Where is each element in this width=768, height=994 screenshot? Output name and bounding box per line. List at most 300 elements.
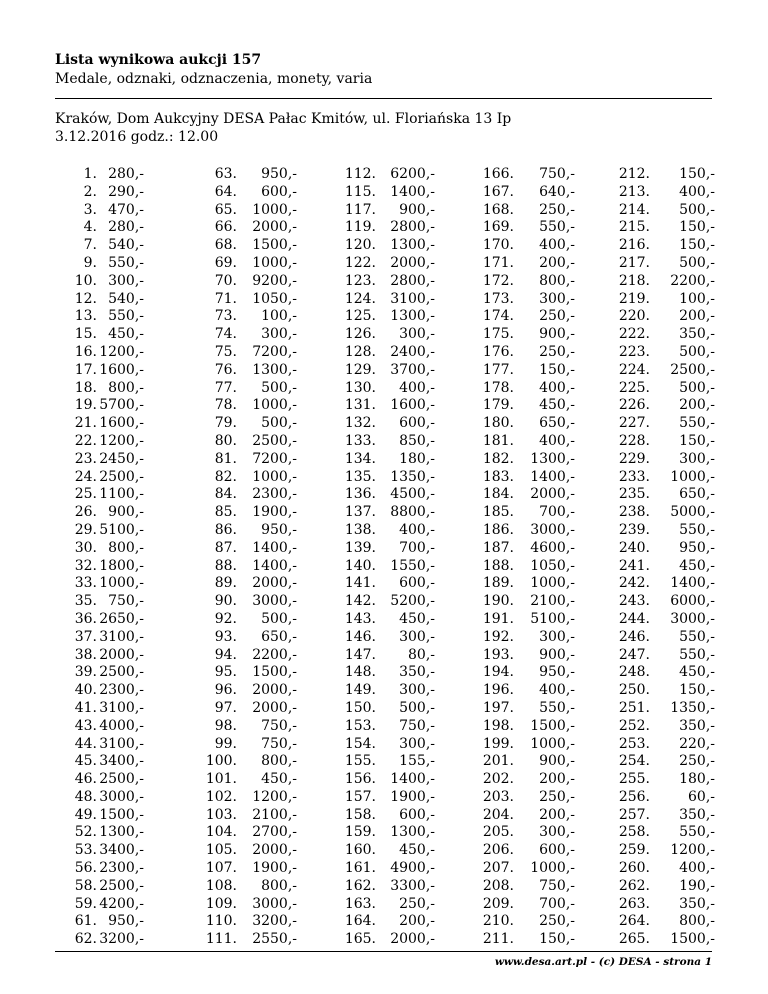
lot-number: 149.	[344, 682, 376, 699]
lot-number: 263.	[618, 895, 650, 912]
hammer-price: 1300,-	[252, 361, 297, 378]
result-row	[200, 166, 297, 184]
result-row	[472, 308, 575, 326]
hammer-price: 650,-	[261, 628, 297, 645]
lot-number: 138.	[344, 521, 376, 538]
lot-number: 150.	[344, 699, 376, 716]
hammer-price: 2400,-	[390, 343, 435, 360]
result-row	[63, 433, 144, 451]
result-row	[472, 558, 575, 576]
hammer-price: 1200,-	[670, 842, 715, 859]
hammer-price: 300,-	[679, 450, 715, 467]
lot-number: 2.	[83, 183, 97, 200]
result-row	[333, 700, 435, 718]
hammer-price: 1350,-	[390, 468, 435, 485]
result-row	[603, 753, 715, 771]
lot-number: 41.	[74, 699, 97, 716]
hammer-price: 500,-	[679, 254, 715, 271]
hammer-price: 400,-	[539, 682, 575, 699]
lot-number: 35.	[74, 593, 97, 610]
bottom-divider	[55, 951, 712, 952]
result-row	[63, 718, 144, 736]
result-row	[63, 397, 144, 415]
hammer-price: 800,-	[108, 539, 144, 556]
hammer-price: 3300,-	[390, 877, 435, 894]
lot-number: 53.	[74, 842, 97, 859]
lot-number: 87.	[214, 539, 237, 556]
result-row	[333, 558, 435, 576]
lot-number: 148.	[344, 664, 376, 681]
hammer-price: 4500,-	[390, 486, 435, 503]
lot-number: 76.	[214, 361, 237, 378]
hammer-price: 2500,-	[99, 771, 144, 788]
lot-number: 203.	[482, 788, 514, 805]
lot-number: 22.	[74, 432, 97, 449]
lot-number: 52.	[74, 824, 97, 841]
lot-number: 65.	[214, 201, 237, 218]
lot-number: 125.	[344, 308, 376, 325]
hammer-price: 200,-	[679, 397, 715, 414]
result-row	[200, 344, 297, 362]
lot-number: 129.	[344, 361, 376, 378]
lot-number: 48.	[74, 788, 97, 805]
hammer-price: 1100,-	[99, 486, 144, 503]
lot-number: 122.	[344, 254, 376, 271]
result-row	[200, 575, 297, 593]
result-row	[603, 807, 715, 825]
result-row	[333, 291, 435, 309]
result-row	[333, 931, 435, 949]
result-row	[63, 629, 144, 647]
lot-number: 70.	[214, 272, 237, 289]
result-row	[333, 789, 435, 807]
hammer-price: 200,-	[539, 771, 575, 788]
result-row	[200, 896, 297, 914]
lot-number: 101.	[205, 771, 237, 788]
result-row	[63, 166, 144, 184]
lot-number: 15.	[74, 326, 97, 343]
result-row	[333, 629, 435, 647]
lot-number: 124.	[344, 290, 376, 307]
result-row	[333, 469, 435, 487]
hammer-price: 600,-	[399, 415, 435, 432]
lot-number: 210.	[482, 913, 514, 930]
hammer-price: 800,-	[539, 272, 575, 289]
lot-number: 226.	[618, 397, 650, 414]
result-row	[200, 522, 297, 540]
result-row	[200, 202, 297, 220]
lot-number: 208.	[482, 877, 514, 894]
hammer-price: 150,-	[679, 166, 715, 182]
result-row	[603, 736, 715, 754]
hammer-price: 3700,-	[390, 361, 435, 378]
lot-number: 206.	[482, 842, 514, 859]
result-row	[63, 611, 144, 629]
page-footer: www.desa.art.pl - (c) DESA - strona 1	[494, 956, 712, 968]
result-row	[200, 664, 297, 682]
lot-number: 37.	[74, 628, 97, 645]
result-row	[333, 736, 435, 754]
result-row	[603, 255, 715, 273]
hammer-price: 900,-	[108, 504, 144, 521]
result-row	[603, 522, 715, 540]
result-row	[333, 771, 435, 789]
hammer-price: 600,-	[399, 575, 435, 592]
lot-number: 81.	[214, 450, 237, 467]
result-row	[333, 896, 435, 914]
hammer-price: 1400,-	[530, 468, 575, 485]
lot-number: 137.	[344, 504, 376, 521]
lot-number: 123.	[344, 272, 376, 289]
result-row	[63, 486, 144, 504]
result-row	[63, 682, 144, 700]
lot-number: 146.	[344, 628, 376, 645]
result-row	[603, 647, 715, 665]
hammer-price: 700,-	[399, 539, 435, 556]
lot-number: 111.	[205, 931, 237, 948]
lot-number: 172.	[482, 272, 514, 289]
lot-number: 69.	[214, 254, 237, 271]
result-row	[603, 308, 715, 326]
lot-number: 130.	[344, 379, 376, 396]
result-row	[333, 237, 435, 255]
result-row	[333, 824, 435, 842]
lot-number: 229.	[618, 450, 650, 467]
results-column-3	[333, 166, 435, 949]
result-row	[472, 540, 575, 558]
hammer-price: 500,-	[261, 379, 297, 396]
page-title: Lista wynikowa aukcji 157	[55, 52, 262, 68]
hammer-price: 1900,-	[252, 504, 297, 521]
hammer-price: 450,-	[108, 326, 144, 343]
result-row	[472, 380, 575, 398]
result-row	[63, 362, 144, 380]
result-row	[472, 415, 575, 433]
lot-number: 205.	[482, 824, 514, 841]
lot-number: 188.	[482, 557, 514, 574]
hammer-price: 450,-	[679, 557, 715, 574]
result-row	[603, 291, 715, 309]
hammer-price: 250,-	[399, 895, 435, 912]
result-row	[333, 273, 435, 291]
hammer-price: 3400,-	[99, 753, 144, 770]
result-row	[603, 664, 715, 682]
hammer-price: 400,-	[539, 237, 575, 254]
lot-number: 165.	[344, 931, 376, 948]
hammer-price: 540,-	[108, 290, 144, 307]
result-row	[472, 575, 575, 593]
result-row	[63, 913, 144, 931]
hammer-price: 3200,-	[99, 931, 144, 948]
result-row	[603, 397, 715, 415]
hammer-price: 2000,-	[99, 646, 144, 663]
lot-number: 126.	[344, 326, 376, 343]
hammer-price: 350,-	[399, 664, 435, 681]
result-row	[200, 451, 297, 469]
lot-number: 158.	[344, 806, 376, 823]
hammer-price: 400,-	[399, 379, 435, 396]
result-row	[603, 451, 715, 469]
result-row	[333, 504, 435, 522]
hammer-price: 1500,-	[252, 664, 297, 681]
result-row	[200, 540, 297, 558]
result-row	[333, 202, 435, 220]
hammer-price: 2000,-	[530, 486, 575, 503]
result-row	[63, 344, 144, 362]
lot-number: 240.	[618, 539, 650, 556]
result-row	[63, 451, 144, 469]
lot-number: 162.	[344, 877, 376, 894]
hammer-price: 1800,-	[99, 557, 144, 574]
hammer-price: 1300,-	[390, 308, 435, 325]
result-row	[472, 397, 575, 415]
lot-number: 191.	[482, 610, 514, 627]
result-row	[63, 273, 144, 291]
result-row	[603, 824, 715, 842]
hammer-price: 540,-	[108, 237, 144, 254]
result-row	[603, 469, 715, 487]
lot-number: 86.	[214, 521, 237, 538]
hammer-price: 9200,-	[252, 272, 297, 289]
hammer-price: 350,-	[679, 806, 715, 823]
hammer-price: 350,-	[679, 717, 715, 734]
result-row	[63, 807, 144, 825]
lot-number: 108.	[205, 877, 237, 894]
hammer-price: 550,-	[679, 415, 715, 432]
hammer-price: 500,-	[399, 699, 435, 716]
hammer-price: 3100,-	[99, 699, 144, 716]
hammer-price: 1500,-	[670, 931, 715, 948]
result-row	[200, 913, 297, 931]
result-row	[200, 842, 297, 860]
hammer-price: 1600,-	[390, 397, 435, 414]
result-row	[200, 504, 297, 522]
lot-number: 257.	[618, 806, 650, 823]
hammer-price: 8800,-	[390, 504, 435, 521]
lot-number: 16.	[74, 343, 97, 360]
result-row	[63, 237, 144, 255]
lot-number: 23.	[74, 450, 97, 467]
hammer-price: 2000,-	[252, 699, 297, 716]
result-row	[63, 415, 144, 433]
lot-number: 259.	[618, 842, 650, 859]
lot-number: 132.	[344, 415, 376, 432]
lot-number: 131.	[344, 397, 376, 414]
hammer-price: 650,-	[539, 415, 575, 432]
hammer-price: 400,-	[539, 379, 575, 396]
hammer-price: 2000,-	[252, 682, 297, 699]
lot-number: 214.	[618, 201, 650, 218]
hammer-price: 2000,-	[390, 931, 435, 948]
result-row	[472, 629, 575, 647]
result-row	[603, 486, 715, 504]
lot-number: 63.	[214, 166, 237, 182]
result-row	[200, 736, 297, 754]
hammer-price: 450,-	[539, 397, 575, 414]
result-row	[200, 558, 297, 576]
result-row	[200, 593, 297, 611]
hammer-price: 900,-	[399, 201, 435, 218]
hammer-price: 800,-	[261, 753, 297, 770]
hammer-price: 700,-	[539, 895, 575, 912]
hammer-price: 2200,-	[670, 272, 715, 289]
hammer-price: 250,-	[539, 913, 575, 930]
result-row	[603, 540, 715, 558]
result-row	[63, 860, 144, 878]
result-row	[63, 255, 144, 273]
result-row	[603, 611, 715, 629]
result-row	[472, 451, 575, 469]
result-row	[472, 344, 575, 362]
lot-number: 139.	[344, 539, 376, 556]
result-row	[472, 362, 575, 380]
result-row	[333, 860, 435, 878]
result-row	[200, 824, 297, 842]
lot-number: 29.	[74, 521, 97, 538]
hammer-price: 450,-	[261, 771, 297, 788]
result-row	[603, 718, 715, 736]
result-row	[472, 433, 575, 451]
result-row	[472, 184, 575, 202]
hammer-price: 2500,-	[99, 664, 144, 681]
result-row	[200, 397, 297, 415]
hammer-price: 1000,-	[670, 468, 715, 485]
hammer-price: 2550,-	[252, 931, 297, 948]
lot-number: 233.	[618, 468, 650, 485]
hammer-price: 300,-	[539, 824, 575, 841]
lot-number: 161.	[344, 860, 376, 877]
hammer-price: 3000,-	[99, 788, 144, 805]
result-row	[603, 860, 715, 878]
lot-number: 135.	[344, 468, 376, 485]
hammer-price: 150,-	[539, 931, 575, 948]
lot-number: 71.	[214, 290, 237, 307]
hammer-price: 2300,-	[99, 682, 144, 699]
result-row	[603, 789, 715, 807]
lot-number: 201.	[482, 753, 514, 770]
hammer-price: 250,-	[679, 753, 715, 770]
lot-number: 9.	[83, 254, 97, 271]
lot-number: 157.	[344, 788, 376, 805]
result-row	[200, 647, 297, 665]
hammer-price: 700,-	[539, 504, 575, 521]
hammer-price: 1300,-	[390, 237, 435, 254]
hammer-price: 6200,-	[390, 166, 435, 182]
result-row	[472, 771, 575, 789]
result-row	[63, 575, 144, 593]
lot-number: 179.	[482, 397, 514, 414]
result-row	[333, 842, 435, 860]
hammer-price: 900,-	[539, 646, 575, 663]
lot-number: 119.	[344, 219, 376, 236]
lot-number: 153.	[344, 717, 376, 734]
result-row	[603, 380, 715, 398]
hammer-price: 550,-	[108, 308, 144, 325]
hammer-price: 100,-	[261, 308, 297, 325]
result-row	[333, 540, 435, 558]
result-row	[472, 326, 575, 344]
lot-number: 10.	[74, 272, 97, 289]
hammer-price: 1000,-	[530, 860, 575, 877]
hammer-price: 1200,-	[252, 788, 297, 805]
hammer-price: 150,-	[539, 361, 575, 378]
lot-number: 196.	[482, 682, 514, 699]
hammer-price: 2800,-	[390, 272, 435, 289]
result-row	[200, 184, 297, 202]
result-row	[200, 273, 297, 291]
hammer-price: 1300,-	[99, 824, 144, 841]
result-row	[333, 380, 435, 398]
hammer-price: 2500,-	[99, 468, 144, 485]
hammer-price: 1000,-	[252, 397, 297, 414]
lot-number: 163.	[344, 895, 376, 912]
result-row	[63, 291, 144, 309]
result-row	[333, 913, 435, 931]
result-row	[63, 326, 144, 344]
result-row	[472, 931, 575, 949]
lot-number: 78.	[214, 397, 237, 414]
lot-number: 244.	[618, 610, 650, 627]
lot-number: 178.	[482, 379, 514, 396]
lot-number: 39.	[74, 664, 97, 681]
result-row	[603, 771, 715, 789]
hammer-price: 1350,-	[670, 699, 715, 716]
hammer-price: 2500,-	[252, 432, 297, 449]
lot-number: 26.	[74, 504, 97, 521]
lot-number: 13.	[74, 308, 97, 325]
result-row	[603, 219, 715, 237]
lot-number: 185.	[482, 504, 514, 521]
hammer-price: 4200,-	[99, 895, 144, 912]
result-row	[200, 629, 297, 647]
lot-number: 25.	[74, 486, 97, 503]
result-row	[200, 718, 297, 736]
lot-number: 168.	[482, 201, 514, 218]
lot-number: 107.	[205, 860, 237, 877]
lot-number: 94.	[214, 646, 237, 663]
lot-number: 147.	[344, 646, 376, 663]
lot-number: 134.	[344, 450, 376, 467]
lot-number: 49.	[74, 806, 97, 823]
lot-number: 36.	[74, 610, 97, 627]
lot-number: 193.	[482, 646, 514, 663]
lot-number: 166.	[482, 166, 514, 182]
hammer-price: 100,-	[679, 290, 715, 307]
lot-number: 74.	[214, 326, 237, 343]
lot-number: 176.	[482, 343, 514, 360]
result-row	[472, 647, 575, 665]
hammer-price: 3100,-	[99, 735, 144, 752]
hammer-price: 250,-	[539, 201, 575, 218]
hammer-price: 550,-	[679, 521, 715, 538]
hammer-price: 1000,-	[252, 201, 297, 218]
hammer-price: 1400,-	[252, 539, 297, 556]
lot-number: 217.	[618, 254, 650, 271]
hammer-price: 1050,-	[252, 290, 297, 307]
lot-number: 95.	[214, 664, 237, 681]
lot-number: 170.	[482, 237, 514, 254]
hammer-price: 550,-	[679, 824, 715, 841]
hammer-price: 750,-	[539, 166, 575, 182]
hammer-price: 800,-	[108, 379, 144, 396]
lot-number: 82.	[214, 468, 237, 485]
lot-number: 252.	[618, 717, 650, 734]
hammer-price: 6000,-	[670, 593, 715, 610]
hammer-price: 600,-	[399, 806, 435, 823]
result-row	[333, 308, 435, 326]
hammer-price: 750,-	[399, 717, 435, 734]
hammer-price: 5700,-	[99, 397, 144, 414]
